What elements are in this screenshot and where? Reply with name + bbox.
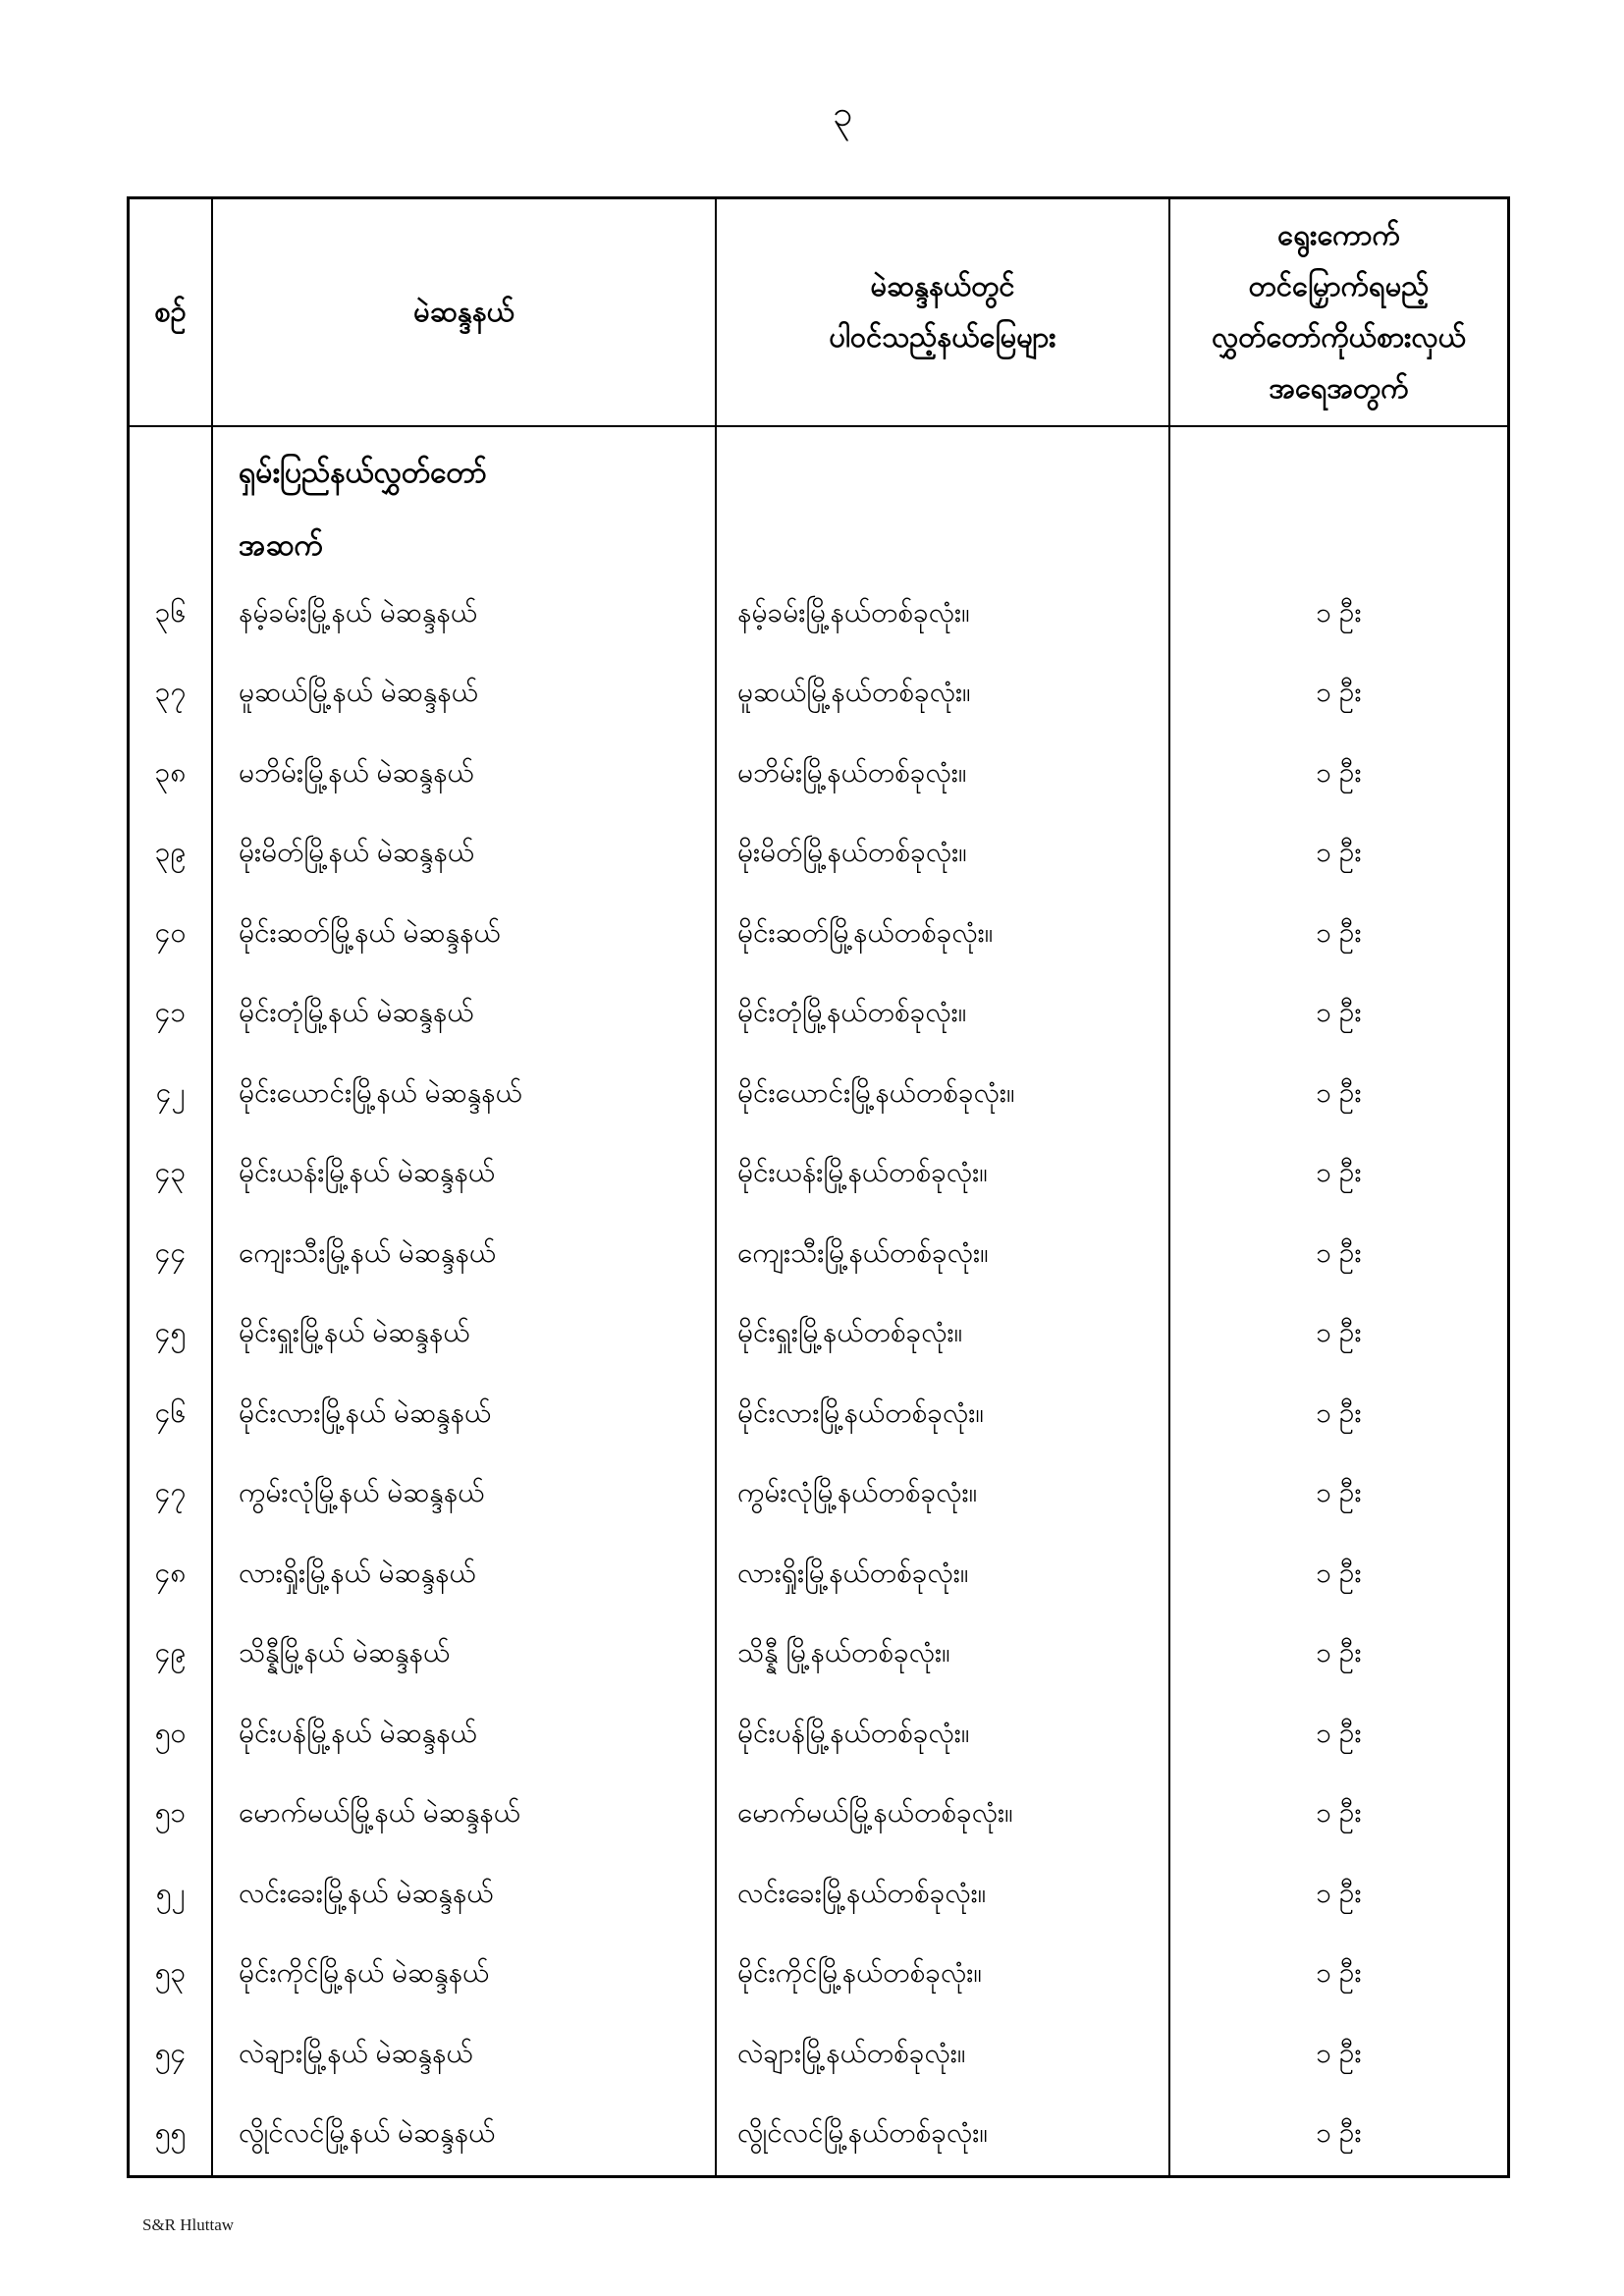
- row-areas: မိုင်းတုံမြို့နယ်တစ်ခုလုံး။: [717, 975, 1170, 1056]
- header-areas-line2: ပါဝင်သည့်နယ်မြေများ: [829, 322, 1056, 354]
- row-areas: မိုင်းကိုင်မြို့နယ်တစ်ခုလုံး။: [717, 1936, 1170, 2016]
- row-serial: ၅၂: [130, 1855, 213, 1936]
- row-areas: မောက်မယ်မြို့နယ်တစ်ခုလုံး။: [717, 1776, 1170, 1856]
- row-areas: မိုးမိတ်မြို့နယ်တစ်ခုလုံး။: [717, 815, 1170, 896]
- row-serial: ၄၆: [130, 1375, 213, 1455]
- row-constituency: မဘိမ်းမြို့နယ် မဲဆန္ဒနယ်: [213, 735, 717, 815]
- row-count: ၁ ဦး: [1316, 1797, 1362, 1829]
- row-constituency: လွိုင်လင်မြို့နယ် မဲဆန္ဒနယ်: [213, 2096, 717, 2176]
- section-title-cell: [213, 427, 717, 574]
- row-constituency: သိန္နီမြို့နယ် မဲဆန္ဒနယ်: [213, 1615, 717, 1696]
- row-count: ၁ ဦး: [1316, 1637, 1362, 1668]
- row-serial: ၃၆: [130, 574, 213, 655]
- header-reps-line4: အရေအတွက်: [1269, 373, 1409, 405]
- row-serial: ၄၁: [130, 975, 213, 1056]
- row-areas: မိုင်းပန်မြို့နယ်တစ်ခုလုံး။: [717, 1695, 1170, 1776]
- row-constituency: မိုင်းတုံမြို့နယ် မဲဆန္ဒနယ်: [213, 975, 717, 1056]
- row-areas: သိန္နီ မြို့နယ်တစ်ခုလုံး။: [717, 1615, 1170, 1696]
- row-areas: မူဆယ်မြို့နယ်တစ်ခုလုံး။: [717, 655, 1170, 736]
- row-areas: လားရှိုးမြို့နယ်တစ်ခုလုံး။: [717, 1535, 1170, 1615]
- row-areas: မိုင်းရှူးမြို့နယ်တစ်ခုလုံး။: [717, 1295, 1170, 1376]
- row-count: ၁ ဦး: [1316, 2117, 1362, 2149]
- row-count: ၁ ဦး: [1316, 1877, 1362, 1908]
- row-areas: ကျေးသီးမြို့နယ်တစ်ခုလုံး။: [717, 1215, 1170, 1295]
- row-constituency: နမ့်ခမ်းမြို့နယ် မဲဆန္ဒနယ်: [213, 574, 717, 655]
- row-serial: ၄၅: [130, 1295, 213, 1376]
- row-constituency: မိုင်းလားမြို့နယ် မဲဆန္ဒနယ်: [213, 1375, 717, 1455]
- row-serial: ၄၈: [130, 1535, 213, 1615]
- row-constituency: မိုးမိတ်မြို့နယ် မဲဆန္ဒနယ်: [213, 815, 717, 896]
- row-areas: မိုင်းယောင်းမြို့နယ်တစ်ခုလုံး။: [717, 1055, 1170, 1135]
- row-count: ၁ ဦး: [1316, 1477, 1362, 1508]
- row-serial: ၃၉: [130, 815, 213, 896]
- row-areas: မိုင်းဆတ်မြို့နယ်တစ်ခုလုံး။: [717, 895, 1170, 975]
- row-constituency: ကျေးသီးမြို့နယ် မဲဆန္ဒနယ်: [213, 1215, 717, 1295]
- row-serial: ၅၅: [130, 2096, 213, 2176]
- row-constituency: မူဆယ်မြို့နယ် မဲဆန္ဒနယ်: [213, 655, 717, 736]
- row-count: ၁ ဦး: [1316, 1396, 1362, 1428]
- row-count: ၁ ဦး: [1316, 997, 1362, 1028]
- section-continuation: အဆက်: [239, 529, 323, 562]
- header-serial-label: စဉ်: [154, 297, 187, 328]
- row-constituency: မိုင်းပန်မြို့နယ် မဲဆန္ဒနယ်: [213, 1695, 717, 1776]
- row-constituency: လားရှိုးမြို့နယ် မဲဆန္ဒနယ်: [213, 1535, 717, 1615]
- row-serial: ၃၇: [130, 655, 213, 736]
- row-areas: မဘိမ်းမြို့နယ်တစ်ခုလုံး။: [717, 735, 1170, 815]
- page-number: ၃: [833, 93, 853, 134]
- row-count: ၁ ဦး: [1316, 1236, 1362, 1268]
- row-count: ၁ ဦး: [1316, 1317, 1362, 1348]
- row-serial: ၄၀: [130, 895, 213, 975]
- row-areas: လင်းခေးမြို့နယ်တစ်ခုလုံး။: [717, 1855, 1170, 1936]
- header-reps-line2: တင်မြှောက်ရမည့်: [1248, 271, 1430, 302]
- header-reps-line1: ရွေးကောက်: [1277, 220, 1400, 251]
- row-constituency: မိုင်းရှူးမြို့နယ် မဲဆန္ဒနယ်: [213, 1295, 717, 1376]
- row-count: ၁ ဦး: [1316, 1076, 1362, 1108]
- row-count: ၁ ဦး: [1316, 677, 1362, 708]
- row-serial: ၅၀: [130, 1695, 213, 1776]
- row-count: ၁ ဦး: [1316, 1157, 1362, 1188]
- row-serial: ၃၈: [130, 735, 213, 815]
- section-serial-cell: [130, 427, 213, 574]
- row-count: ၁ ဦး: [1316, 2037, 1362, 2068]
- row-count: ၁ ဦး: [1316, 1717, 1362, 1748]
- row-serial: ၅၃: [130, 1936, 213, 2016]
- row-serial: ၄၄: [130, 1215, 213, 1295]
- row-areas: လဲချားမြို့နယ်တစ်ခုလုံး။: [717, 2015, 1170, 2096]
- section-title: ရှမ်းပြည်နယ်လွှတ်တော်: [239, 457, 487, 489]
- row-areas: ကွမ်းလုံမြို့နယ်တစ်ခုလုံး။: [717, 1455, 1170, 1536]
- header-representatives: [1170, 199, 1507, 427]
- row-serial: ၄၂: [130, 1055, 213, 1135]
- row-constituency: မိုင်းကိုင်မြို့နယ် မဲဆန္ဒနယ်: [213, 1936, 717, 2016]
- row-count: ၁ ဦး: [1316, 916, 1362, 948]
- row-count: ၁ ဦး: [1316, 1557, 1362, 1588]
- row-areas: လွိုင်လင်မြို့နယ်တစ်ခုလုံး။: [717, 2096, 1170, 2176]
- header-areas-line1: မဲဆန္ဒနယ်တွင်: [870, 271, 1015, 302]
- header-constituency-label: မဲဆန္ဒနယ်: [413, 297, 514, 328]
- header-serial: [130, 199, 213, 427]
- section-areas-cell: [717, 427, 1170, 574]
- row-serial: ၄၇: [130, 1455, 213, 1536]
- row-areas: မိုင်းလားမြို့နယ်တစ်ခုလုံး။: [717, 1375, 1170, 1455]
- row-areas: မိုင်းယန်းမြို့နယ်တစ်ခုလုံး။: [717, 1135, 1170, 1216]
- section-count-cell: [1170, 427, 1507, 574]
- row-constituency: လဲချားမြို့နယ် မဲဆန္ဒနယ်: [213, 2015, 717, 2096]
- header-reps-line3: လွှတ်တော်ကိုယ်စားလှယ်: [1212, 322, 1466, 354]
- row-serial: ၄၉: [130, 1615, 213, 1696]
- row-count: ၁ ဦး: [1316, 1957, 1362, 1989]
- row-constituency: မောက်မယ်မြို့နယ် မဲဆန္ဒနယ်: [213, 1776, 717, 1856]
- page-footer: S&R Hluttaw: [142, 2215, 235, 2234]
- row-constituency: မိုင်းယောင်းမြို့နယ် မဲဆန္ဒနယ်: [213, 1055, 717, 1135]
- constituency-table: [127, 196, 1510, 2178]
- row-count: ၁ ဦး: [1316, 596, 1362, 628]
- row-areas: နမ့်ခမ်းမြို့နယ်တစ်ခုလုံး။: [717, 574, 1170, 655]
- row-serial: ၅၄: [130, 2015, 213, 2096]
- row-constituency: မိုင်းဆတ်မြို့နယ် မဲဆန္ဒနယ်: [213, 895, 717, 975]
- row-constituency: လင်းခေးမြို့နယ် မဲဆန္ဒနယ်: [213, 1855, 717, 1936]
- row-count: ၁ ဦး: [1316, 837, 1362, 868]
- header-areas: [717, 199, 1170, 427]
- row-constituency: မိုင်းယန်းမြို့နယ် မဲဆန္ဒနယ်: [213, 1135, 717, 1216]
- row-count: ၁ ဦး: [1316, 756, 1362, 788]
- row-constituency: ကွမ်းလုံမြို့နယ် မဲဆန္ဒနယ်: [213, 1455, 717, 1536]
- row-serial: ၅၁: [130, 1776, 213, 1856]
- row-serial: ၄၃: [130, 1135, 213, 1216]
- header-constituency: [213, 199, 717, 427]
